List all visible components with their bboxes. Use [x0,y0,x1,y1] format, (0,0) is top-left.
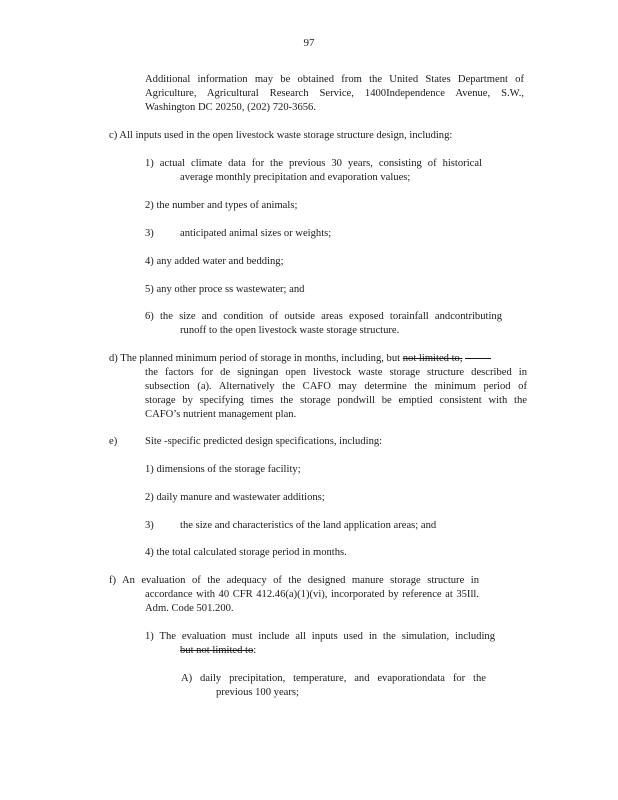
item-c-sub-5: 5) any other proce ss wastewater; and [145,284,305,295]
item-c-sub-6: 6) the size and condition of outside areas exposed torainfall andcontributing runoff to the open livestock waste storage structure. [145,311,502,336]
item-f-line-2: accordance with 40 CFR 412.46(a)(1)(vi), incorporated by reference at 35Ill. [145,589,479,600]
item-c-heading: c) All inputs used in the open livestock waste storage structure design, including: [109,130,453,141]
struck-text: not limited to, [402,353,463,364]
item-e-sub-4: 4) the total calculated storage period in months. [145,547,347,558]
additional-info-line-2: Agriculture, Agricultural Research Service, 1400Independence Avenue, S.W., [145,88,524,99]
item-e-sub-2: 2) daily manure and wastewater additions; [145,492,325,503]
item-d-line-1: d) The planned minimum period of storage in months, including, but not limited to, [109,352,527,366]
item-f-sub-a: A) daily precipitation, temperature, and evaporationdata for the previous 100 years; [181,673,486,698]
item-f-sub-1: 1) The evaluation must include all inputs used in the simulation, including but not limited to: [145,631,495,656]
item-e-sub-3: 3) the size and characteristics of the land application areas; and [145,520,437,531]
page-number: 97 [303,37,315,49]
item-c-sub-1: 1) actual climate data for the previous 30 years, consisting of historical average monthly precipitation and evaporation values; [145,158,482,183]
item-e-sub-1: 1) dimensions of the storage facility; [145,464,301,475]
item-c-sub-2: 2) the number and types of animals; [145,200,298,211]
item-d-line-3: subsection (a). Alternatively the CAFO may determine the minimum period of [145,381,527,392]
item-f-paragraph [109,574,479,616]
struck-text: but not limited to [180,645,254,656]
item-f-line-3: Adm. Code 501.200. [145,603,234,614]
item-e-heading: Site -specific predicted design specifications, including: [145,436,383,447]
item-d-paragraph [109,352,527,422]
additional-info-line-3: Washington DC 20250, (202) 720-3656. [145,102,316,113]
item-d-line-2: the factors for de signingan open livestock waste storage structure described in [145,367,527,378]
item-d-line-4: storage by specifying times the storage pondwill be emptied consistent with the [145,395,527,406]
item-f-line-1: f) An evaluation of the adequacy of the designed manure storage structure in [109,575,479,586]
item-e-label: e) [109,436,118,447]
item-c-sub-4: 4) any added water and bedding; [145,256,284,267]
additional-info-paragraph [145,73,524,115]
item-c-sub-3: 3) anticipated animal sizes or weights; [145,228,332,239]
additional-info-line-1: Additional information may be obtained from the United States Department of [145,74,524,85]
item-d-line-5: CAFO’s nutrient management plan. [145,409,297,420]
